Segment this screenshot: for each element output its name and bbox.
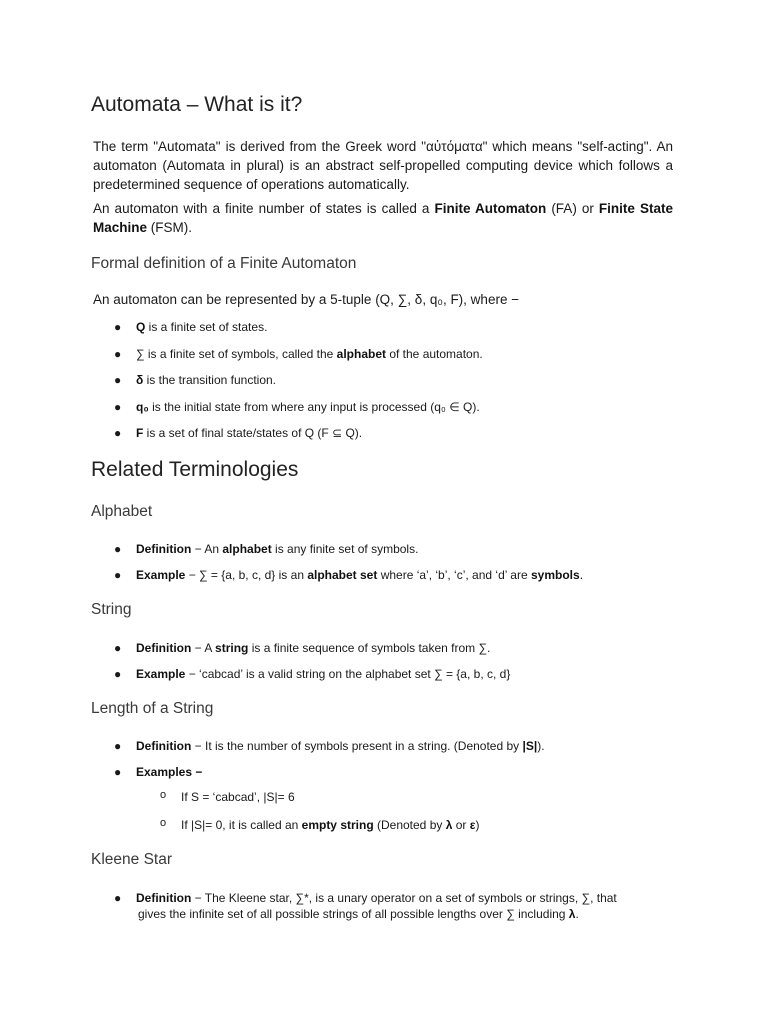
formal-definition-heading: Formal definition of a Finite Automaton <box>91 255 357 272</box>
alphabet-heading: Alphabet <box>91 503 153 520</box>
term-finite-state-machine: Finite State Machine <box>93 201 673 235</box>
bullet-icon: ● <box>114 426 122 440</box>
bullet-icon: ● <box>114 542 122 556</box>
hollow-bullet-icon: o <box>160 789 167 801</box>
bullet-icon: ● <box>114 400 122 414</box>
length-heading: Length of a String <box>91 700 214 717</box>
page-title: Automata – What is it? <box>91 93 303 116</box>
bullet-icon: ● <box>114 320 122 334</box>
intro-paragraph-fa: An automaton with a finite number of states is called a Finite Automaton (FA) or Finite State Machine (FSM). <box>93 201 673 235</box>
bullet-icon: ● <box>114 891 122 905</box>
intro-paragraph: The term "Automata" is derived from the Greek word "αὐτόματα" which means "self-acting". An automaton (Automata in plural) is an abstract self-propelled computing device which follows a predetermined sequence of operations automatically. <box>93 139 673 192</box>
hollow-bullet-icon: o <box>160 817 167 829</box>
bullet-icon: ● <box>114 568 122 582</box>
bullet-icon: ● <box>114 739 122 753</box>
bullet-icon: ● <box>114 641 122 655</box>
bullet-icon: ● <box>114 667 122 681</box>
string-heading: String <box>91 601 132 618</box>
formal-intro: An automaton can be represented by a 5-tuple (Q, ∑, δ, q₀, F), where − <box>93 292 520 307</box>
bullet-icon: ● <box>114 373 122 387</box>
related-terminologies-heading: Related Terminologies <box>91 458 299 481</box>
bullet-icon: ● <box>114 347 122 361</box>
bullet-icon: ● <box>114 765 122 779</box>
kleene-star-heading: Kleene Star <box>91 851 172 868</box>
term-finite-automaton: Finite Automaton <box>434 201 547 216</box>
document-page: Automata – What is it? The term "Automata" is derived from the Greek word "αὐτόματα" which means "self-acting". An automaton (Automata in plural) is an abstract self-propelled computing device which follows a predetermined sequence of operations automatically. An automaton with a finite number of states is called a Finite Automaton (FA) or Finite State Machine (FSM). Formal definition of a Finite Automaton An automaton can be represented by a 5-tuple (Q, ∑, δ, q₀, F), where − ● Q is a finite set of states. ● ∑ is a finite set of symbols, called the alphabet of the automaton. ● δ is the transition function. ● q₀ is the initial state from where any input is processed (q₀ ∈ Q). ● F is a set of final state/states of Q (F ⊆ Q). Related Terminologies Alphabet ● Definition − An alphabet is any finite set of symbols. ● Example − ∑ = {a, b, c, d} is an alphabet set where ‘a’, ‘b’, ‘c’, and ‘d’ are symbols. String ● Definition − A string is a finite sequence of symbols taken from ∑. ● Example − ‘cabcad’ is a valid string on the alphabet set ∑ = {a, b, c, d} Length of a String ● Definition − It is the number of symbols present in a string. (Denoted by |S|). ● Examples − o If S = ‘cabcad’, |S|= 6 o If |S|= 0, it is called an empty string (Denoted by λ or ε) Kleene Star ● Definition − The Kleene star, ∑*, is a unary operator on a set of symbols or strings, ∑, that gives the infinite set of all possible strings of all possible lengths over ∑ including λ. <box>91 93 673 921</box>
